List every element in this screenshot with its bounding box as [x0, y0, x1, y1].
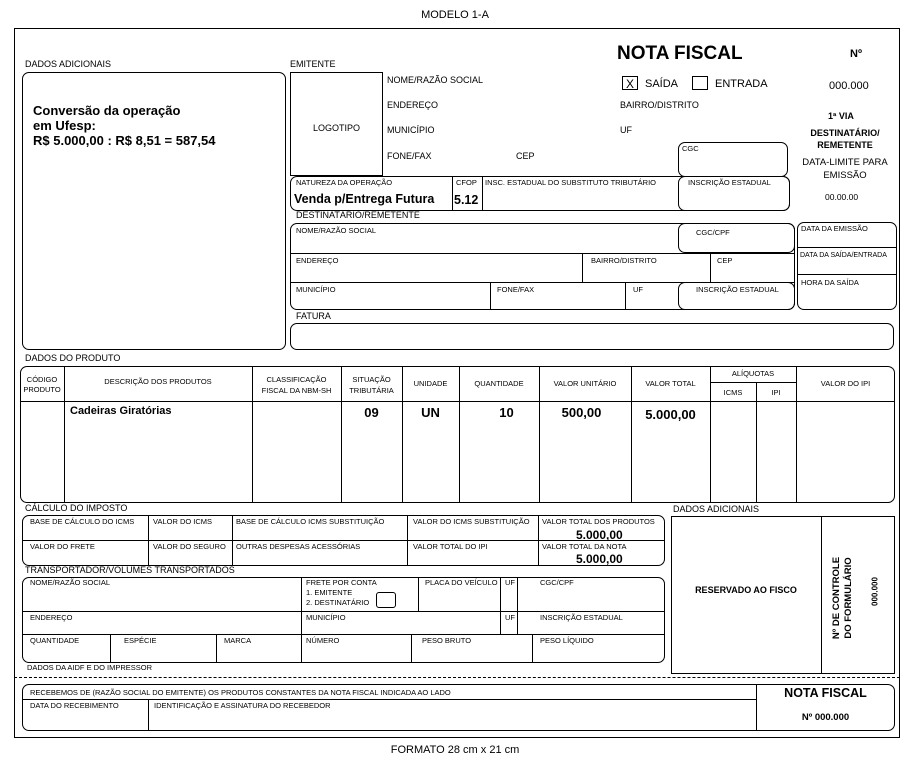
dados-adicionais-2-label: DADOS ADICIONAIS — [673, 504, 760, 514]
insc-subst-label: INSC. ESTADUAL DO SUBSTITUTO TRIBUTÁRIO — [485, 178, 656, 187]
base-icms-subst-label: BASE DE CÁLCULO ICMS SUBSTITUIÇÃO — [236, 517, 385, 526]
recebemos-label: RECEBEMOS DE (RAZÃO SOCIAL DO EMITENTE) OS PRODUTOS CONSTANTES DA NOTA FISCAL INDICADA AO LADO — [30, 688, 451, 697]
dest-cgc-label: CGC/CPF — [696, 228, 730, 237]
fatura-label: FATURA — [296, 311, 331, 321]
col-quantidade-header: QUANTIDADE — [474, 379, 524, 388]
controle-line-2: DO FORMULÁRIO — [843, 557, 854, 639]
product-unidade: UN — [421, 405, 440, 420]
col-codigo-line-2: PRODUTO — [23, 385, 61, 394]
dest-endereco-label: ENDEREÇO — [296, 256, 339, 265]
valor-total-nota-label: VALOR TOTAL DA NOTA — [542, 542, 627, 551]
emitente-uf-label: UF — [620, 125, 632, 135]
col-codigo-line-1: CÓDIGO — [26, 375, 58, 384]
placa-label: PLACA DO VEÍCULO — [425, 578, 498, 587]
identificacao-label: IDENTIFICAÇÃO E ASSINATURA DO RECEBEDOR — [154, 701, 331, 710]
entrada-label: ENTRADA — [715, 78, 768, 90]
valor-seguro-label: VALOR DO SEGURO — [153, 542, 226, 551]
col-sit-line-2: TRIBUTÁRIA — [349, 386, 394, 395]
emitente-fone-label: FONE/FAX — [387, 151, 432, 161]
cfop-label: CFOP — [456, 178, 477, 187]
valor-icms-label: VALOR DO ICMS — [153, 517, 213, 526]
peso-liquido-label: PESO LÍQUIDO — [540, 636, 594, 645]
dest-cep-label: CEP — [717, 256, 733, 265]
product-descricao: Cadeiras Giratórias — [70, 405, 172, 417]
col-sit-line-1: SITUAÇÃO — [352, 375, 391, 384]
valor-frete-label: VALOR DO FRETE — [30, 542, 95, 551]
product-quantidade: 10 — [499, 405, 514, 420]
data-emissao-label: DATA DA EMISSÃO — [801, 224, 868, 233]
natureza-value: Venda p/Entrega Futura — [294, 192, 435, 206]
nota-no-label: Nº — [850, 48, 862, 60]
transp-nome-label: NOME/RAZÃO SOCIAL — [30, 578, 111, 587]
nota-number: 000.000 — [829, 80, 869, 92]
transp-cgc-label: CGC/CPF — [540, 578, 574, 587]
logotipo-label: LOGOTIPO — [312, 123, 360, 133]
frete-destinatario-label: 2. DESTINATÁRIO — [306, 598, 370, 607]
col-codigo-header — [20, 375, 64, 395]
col-valor-unitario-header: VALOR UNITÁRIO — [553, 379, 617, 388]
data-recebimento-label: DATA DO RECEBIMENTO — [30, 701, 119, 710]
col-icms-header: ICMS — [723, 388, 743, 397]
via-dest-line-1: DESTINATÁRIO/ — [810, 128, 880, 138]
valor-total-produtos-label: VALOR TOTAL DOS PRODUTOS — [542, 517, 655, 526]
controle-formulario-label — [831, 533, 855, 663]
frete-checkbox[interactable] — [376, 592, 396, 608]
transp-endereco-label: ENDEREÇO — [30, 613, 73, 622]
product-valor-total: 5.000,00 — [645, 407, 696, 422]
reservado-fisco-label: RESERVADO AO FISCO — [695, 585, 797, 595]
peso-bruto-label: PESO BRUTO — [422, 636, 472, 645]
numero-label: NÚMERO — [306, 636, 340, 645]
product-valor-unitario: 500,00 — [561, 405, 602, 420]
dest-uf-label: UF — [633, 285, 643, 294]
natureza-label: NATUREZA DA OPERAÇÃO — [296, 178, 393, 187]
data-limite-line-2: EMISSÃO — [823, 170, 867, 181]
produtos-section-label: DADOS DO PRODUTO — [25, 353, 121, 363]
data-limite-label — [793, 156, 897, 182]
valor-total-ipi-label: VALOR TOTAL DO IPI — [413, 542, 488, 551]
emitente-bairro-label: BAIRRO/DISTRITO — [620, 100, 699, 110]
transp-municipio-label: MUNICÍPIO — [306, 613, 346, 622]
conversion-line-2: em Ufesp: — [33, 118, 96, 133]
transportador-section-label: TRANSPORTADOR/VOLUMES TRANSPORTADOS — [25, 565, 235, 575]
controle-line-1: Nº DE CONTROLE — [831, 556, 842, 640]
conversion-note — [33, 103, 216, 148]
via-destinatario — [795, 127, 895, 151]
transp-uf-label: UF — [505, 578, 515, 587]
via-label: 1ª VIA — [828, 111, 854, 121]
modelo-label: MODELO 1-A — [421, 9, 489, 21]
outras-despesas-label: OUTRAS DESPESAS ACESSÓRIAS — [236, 542, 361, 551]
valor-total-nota-value: 5.000,00 — [576, 552, 623, 566]
entrada-checkbox[interactable] — [692, 76, 708, 90]
col-classificacao-header — [252, 374, 341, 396]
via-dest-line-2: REMETENTE — [817, 140, 873, 150]
emitente-endereco-label: ENDEREÇO — [387, 100, 439, 110]
emitente-cep-label: CEP — [516, 151, 535, 161]
conversion-line-1: Conversão da operação — [33, 103, 181, 118]
dados-adicionais-label: DADOS ADICIONAIS — [25, 59, 112, 69]
saida-label: SAÍDA — [645, 78, 679, 90]
data-limite-value: 00.00.00 — [825, 192, 859, 202]
transp-uf2-label: UF — [505, 613, 515, 622]
hora-saida-label: HORA DA SAÍDA — [801, 278, 859, 287]
formato-label: FORMATO 28 cm x 21 cm — [390, 744, 520, 756]
dest-municipio-label: MUNICÍPIO — [296, 285, 336, 294]
col-aliquotas-header: ALÍQUOTAS — [731, 369, 775, 378]
marca-label: MARCA — [224, 636, 252, 645]
canhoto-nota-number: Nº 000.000 — [801, 712, 850, 723]
dest-insc-label: INSCRIÇÃO ESTADUAL — [696, 285, 779, 294]
dest-fone-label: FONE/FAX — [497, 285, 535, 294]
col-classif-line-2: FISCAL DA NBM-SH — [261, 386, 332, 395]
canhoto-divider — [14, 677, 900, 678]
frete-por-conta-label: FRETE POR CONTA — [306, 578, 377, 587]
emitente-nome-label: NOME/RAZÃO SOCIAL — [387, 75, 484, 85]
destinatario-section-label: DESTINATÁRIO/REMETENTE — [296, 210, 420, 220]
base-icms-label: BASE DE CÁLCULO DO ICMS — [30, 517, 135, 526]
aidf-label: DADOS DA AIDF E DO IMPRESSOR — [27, 663, 153, 672]
frete-emitente-label: 1. EMITENTE — [306, 588, 353, 597]
reservado-box — [671, 516, 895, 674]
canhoto-nota-title: NOTA FISCAL — [784, 686, 867, 700]
quantidade-label: QUANTIDADE — [30, 636, 80, 645]
especie-label: ESPÉCIE — [124, 636, 157, 645]
nota-fiscal-title: NOTA FISCAL — [617, 43, 743, 64]
emitente-insc-label: INSCRIÇÃO ESTADUAL — [688, 178, 771, 187]
col-ipi-header: IPI — [771, 388, 781, 397]
col-classif-line-1: CLASSIFICAÇÃO — [266, 375, 327, 384]
col-valor-total-header: VALOR TOTAL — [645, 379, 696, 388]
fatura-box — [290, 323, 894, 350]
col-unidade-header: UNIDADE — [413, 379, 448, 388]
data-saida-label: DATA DA SAÍDA/ENTRADA — [800, 252, 887, 259]
valor-total-produtos-value: 5.000,00 — [576, 528, 623, 542]
saida-mark: X — [625, 77, 634, 91]
conversion-line-3: R$ 5.000,00 : R$ 8,51 = 587,54 — [33, 133, 216, 148]
dest-bairro-label: BAIRRO/DISTRITO — [591, 256, 657, 265]
col-situacao-header — [341, 374, 402, 396]
product-situacao: 09 — [364, 405, 379, 420]
data-limite-line-1: DATA-LIMITE PARA — [802, 157, 888, 168]
controle-value: 000.000 — [870, 577, 880, 606]
valor-icms-subst-label: VALOR DO ICMS SUBSTITUIÇÃO — [413, 517, 530, 526]
emitente-label: EMITENTE — [290, 59, 336, 69]
dates-box — [797, 222, 897, 310]
col-descricao-header: DESCRIÇÃO DOS PRODUTOS — [104, 377, 212, 386]
emitente-municipio-label: MUNICÍPIO — [387, 125, 435, 135]
imposto-section-label: CÁLCULO DO IMPOSTO — [25, 503, 128, 513]
transp-insc-label: INSCRIÇÃO ESTADUAL — [540, 613, 623, 622]
col-valor-ipi-header: VALOR DO IPI — [820, 379, 871, 388]
emitente-cgc-label: CGC — [682, 144, 699, 153]
dest-nome-label: NOME/RAZÃO SOCIAL — [296, 226, 377, 235]
cfop-value: 5.12 — [454, 193, 479, 207]
